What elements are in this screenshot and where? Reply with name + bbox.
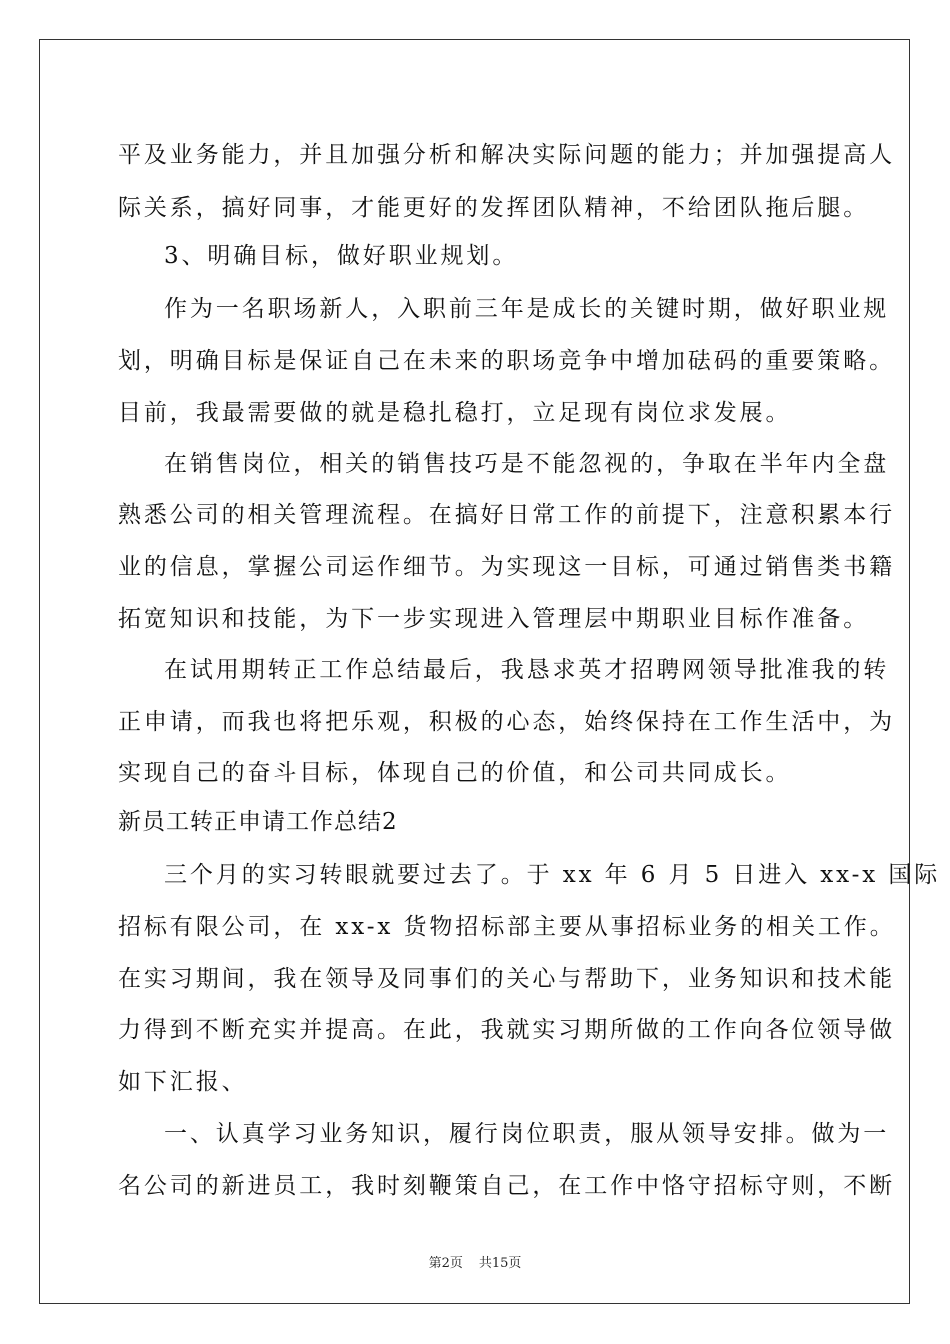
page-footer [0, 1252, 950, 1271]
text-line: 力得到不断充实并提高。在此，我就实习期所做的工作向各位领导做 [118, 1017, 895, 1043]
text-line: 业的信息，掌握公司运作细节。为实现这一目标，可通过销售类书籍 [118, 554, 895, 580]
text-line: 如下汇报、 [118, 1069, 248, 1095]
text-line: 正申请，而我也将把乐观，积极的心态，始终保持在工作生活中，为 [118, 709, 895, 735]
page-number: 第2页 [428, 1256, 463, 1271]
text-line: 三个月的实习转眼就要过去了。于 xx 年 6 月 5 日进入 xx-x 国际 [164, 862, 941, 888]
page-total: 共15页 [478, 1256, 522, 1271]
text-line: 在试用期转正工作总结最后，我恳求英才招聘网领导批准我的转 [164, 657, 890, 683]
text-line: 在销售岗位，相关的销售技巧是不能忽视的，争取在半年内全盘 [164, 451, 890, 477]
text-line: 目前，我最需要做的就是稳扎稳打，立足现有岗位求发展。 [118, 400, 792, 426]
text-line: 熟悉公司的相关管理流程。在搞好日常工作的前提下，注意积累本行 [118, 502, 895, 528]
numbered-item: 3、明确目标，做好职业规划。 [164, 243, 519, 269]
text-line: 招标有限公司，在 xx-x 货物招标部主要从事招标业务的相关工作。 [118, 914, 896, 940]
text-line: 在实习期间，我在领导及同事们的关心与帮助下，业务知识和技术能 [118, 966, 895, 992]
text-line: 平及业务能力，并且加强分析和解决实际问题的能力；并加强提高人 [118, 142, 895, 168]
text-line: 际关系，搞好同事，才能更好的发挥团队精神，不给团队拖后腿。 [118, 195, 870, 221]
text-line: 实现自己的奋斗目标，体现自己的价值，和公司共同成长。 [118, 760, 792, 786]
text-line: 划，明确目标是保证自己在未来的职场竞争中增加砝码的重要策略。 [118, 348, 895, 374]
text-line: 作为一名职场新人，入职前三年是成长的关键时期，做好职业规 [164, 296, 890, 322]
section-heading: 新员工转正申请工作总结2 [118, 809, 398, 835]
text-line: 拓宽知识和技能，为下一步实现进入管理层中期职业目标作准备。 [118, 606, 870, 632]
text-line: 一、认真学习业务知识，履行岗位职责，服从领导安排。做为一 [164, 1121, 890, 1147]
text-line: 名公司的新进员工，我时刻鞭策自己，在工作中恪守招标守则，不断 [118, 1173, 895, 1199]
